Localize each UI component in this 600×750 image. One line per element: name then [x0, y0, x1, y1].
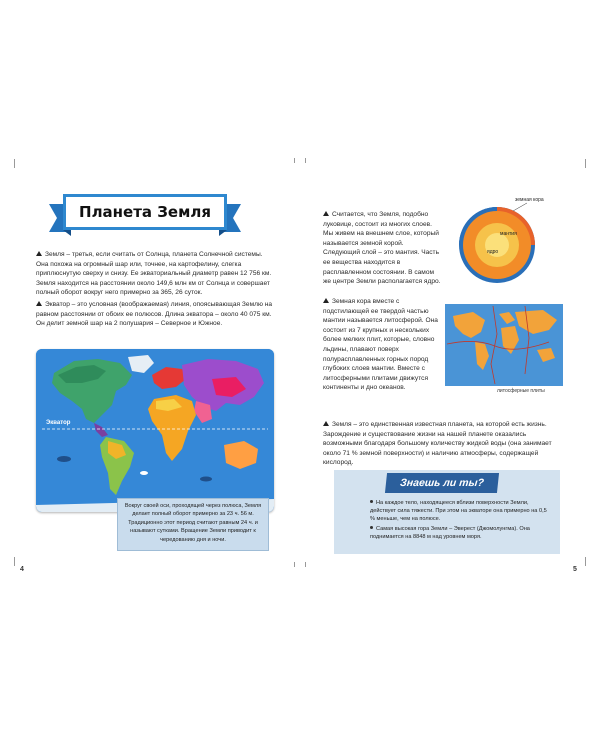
world-map-illustration [36, 349, 274, 512]
did-you-know-item [370, 525, 548, 541]
triangle-bullet-icon [323, 298, 329, 303]
triangle-bullet-icon [323, 211, 329, 216]
layers-paragraph [323, 210, 441, 287]
earth-cutaway-illustration [455, 197, 565, 287]
mantle-label: мантия [500, 231, 517, 237]
world-map [36, 349, 274, 512]
crop-mark [14, 159, 15, 168]
crop-mark [305, 158, 306, 163]
crust-label: земная кора [515, 197, 544, 203]
triangle-bullet-icon [323, 421, 329, 426]
crop-mark [294, 562, 295, 567]
crop-mark [305, 562, 306, 567]
equator-label: Экватор [46, 420, 71, 426]
banner-body [63, 194, 227, 230]
lithosphere-paragraph [323, 297, 441, 393]
did-you-know-item [370, 499, 548, 524]
crop-mark [294, 158, 295, 163]
page-title: Планета Земля [79, 203, 211, 221]
triangle-bullet-icon [36, 251, 42, 256]
crop-mark [14, 557, 15, 566]
crop-mark [585, 557, 586, 566]
tectonic-plates-map [445, 304, 563, 394]
bullet-dot-icon [370, 500, 373, 503]
did-you-know-title: Знаешь ли ты? [385, 473, 499, 493]
did-you-know-text: Самая высокая гора Земли – Эверест (Джомолунгма). Она поднимается на 8848 м над уровнем моря. [370, 526, 530, 541]
layers-text: Считается, что Земля, подобно луковице, состоит из многих слоев. Мы живем на внешнем слое, который называется земной корой. Следующий слой – это мантия. Часть ее вещества находится в расплавленном состоянии. В самом же центре Земли располагается ядро. [323, 211, 441, 286]
crop-mark [585, 159, 586, 168]
intro-paragraph [36, 250, 274, 298]
page-number-left: 4 [20, 566, 24, 573]
earth-layers-diagram [455, 197, 565, 287]
lithosphere-text: Земная кора вместе с подстилающей ее твердой частью мантии называется литосферой. Она состоит из 7 крупных и нескольких более мелких плит, которые, словно льдины, плавают поверх полурасплавленных горных пород глубоких слоев мантии. Вместе с литосферными плитами движутся континенты и дно океанов. [323, 298, 438, 392]
title-banner [49, 190, 241, 238]
page-number-right: 5 [573, 566, 577, 573]
rotation-note-text: Вокруг своей оси, проходящей через полюса, Земля делает полный оборот примерно за 23 ч. 56 м. Традиционно этот период считают равным 24 ч. и называют сутками. Вращение Земли приводит к чередованию дня и ночи. [124, 503, 262, 543]
plates-caption: литосферные плиты [497, 388, 545, 394]
core-label: ядро [487, 249, 499, 255]
life-paragraph [323, 420, 559, 468]
equator-paragraph [36, 300, 274, 329]
equator-text: Экватор – это условная (воображаемая) линия, опоясывающая Землю на равном расстоянии от обоих ее полюсов. Длина экватора – около 40 075 км. Он делит земной шар на 2 полушария – Северное и Южное. [36, 301, 273, 328]
bullet-dot-icon [370, 526, 373, 529]
rotation-note [117, 498, 269, 551]
plates-map-illustration [445, 304, 563, 386]
life-text: Земля – это единственная известная планета, на которой есть жизнь. Зарождение и существование жизни на нашей планете оказались возможными благодаря большому количеству жидкой воды (она занимает около 71 % земной поверхности) и наличию атмосферы, содержащей кислород. [323, 421, 552, 467]
did-you-know-text: На каждое тело, находящееся вблизи поверхности Земли, действует сила тяжести. При этом на экваторе она примерно на 0,5 % меньше, чем на полюсе. [370, 500, 547, 523]
intro-text: Земля – третья, если считать от Солнца, планета Солнечной системы. Она похожа на огромный шар или, точнее, на картофелину, слегка приплюснутую сверху и снизу. Ее экваториальный диаметр равен 12 756 км. Земля находится на расстоянии около 149,6 млн км от Солнца и совершает полный оборот вокруг него примерно за 365, 26 суток. [36, 251, 272, 297]
triangle-bullet-icon [36, 301, 42, 306]
